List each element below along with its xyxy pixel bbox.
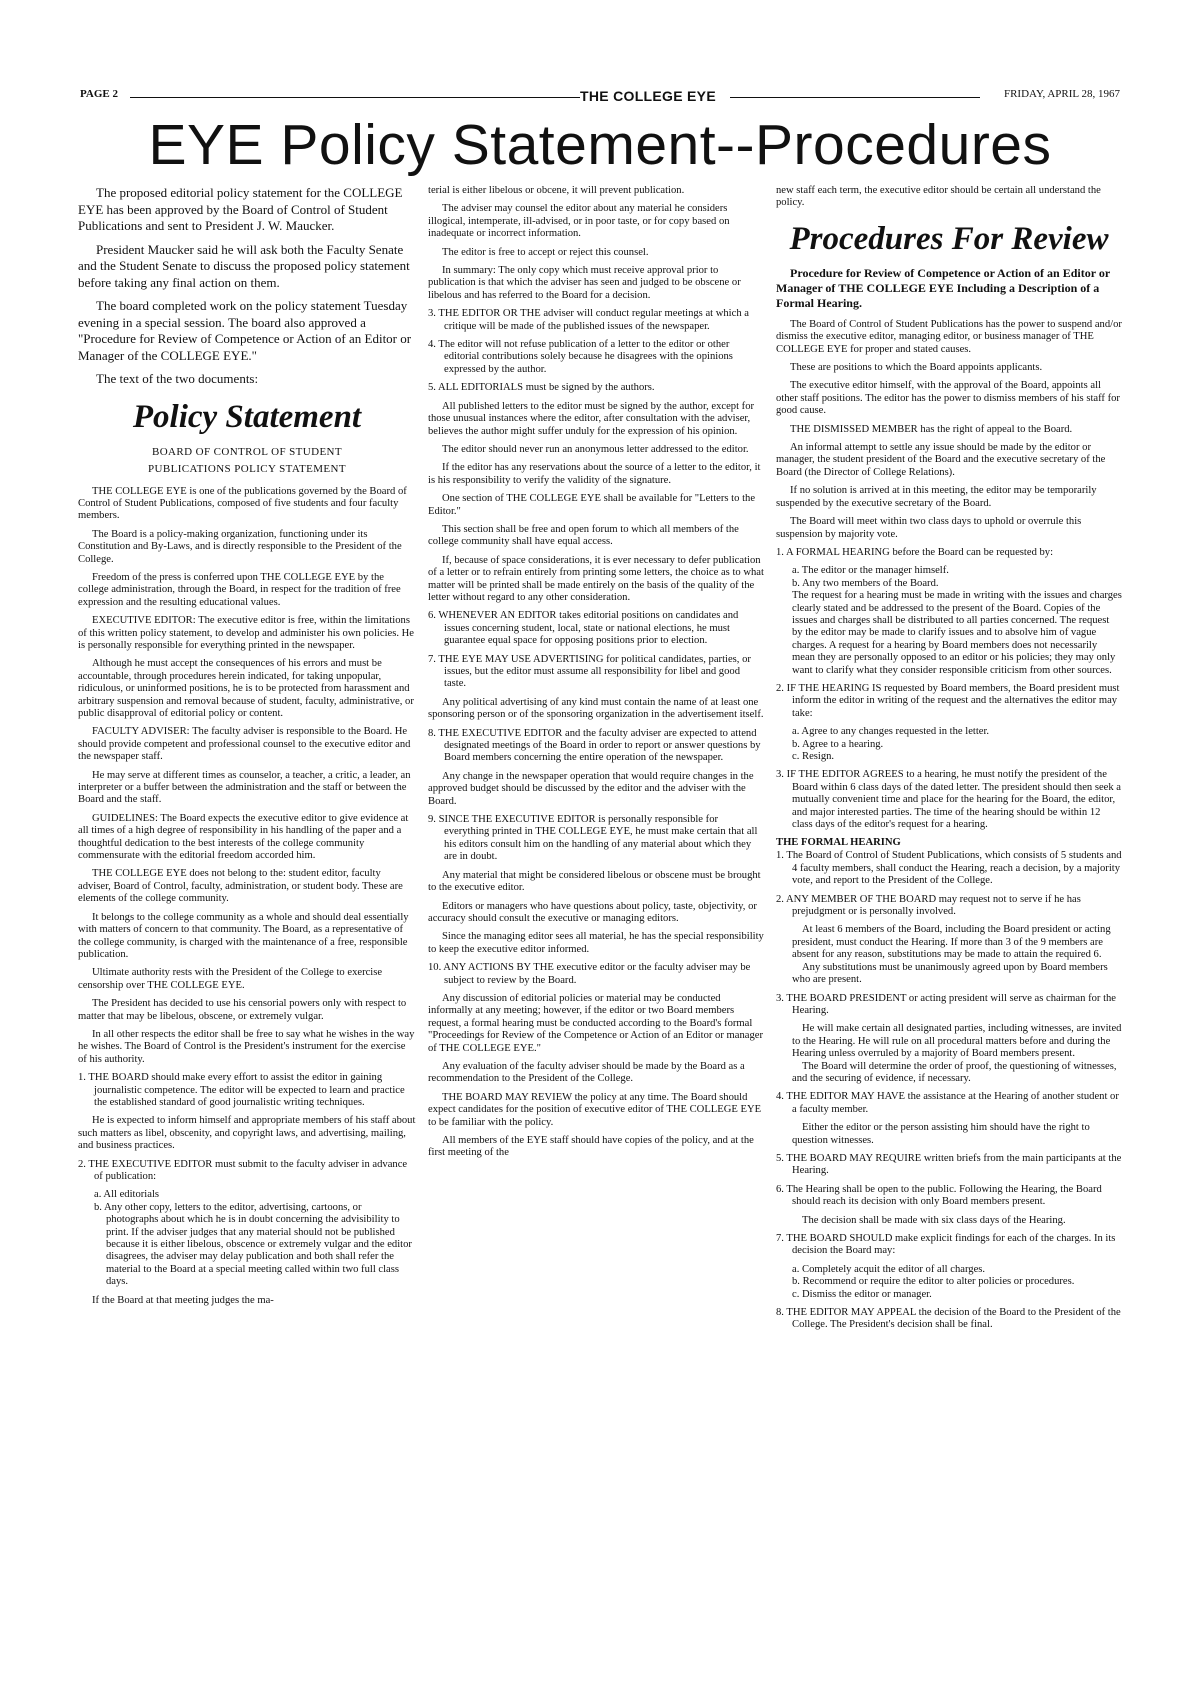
- procedure-subitem: b. Any two members of the Board.: [792, 577, 939, 589]
- body-paragraph: All members of the EYE staff should have copies of the policy, and at the first meeting of the: [428, 1135, 754, 1159]
- procedure-subitem: c. Resign.: [792, 751, 835, 762]
- policy-paragraph: If the Board at that meeting judges the ma-: [92, 1294, 274, 1306]
- body-paragraph: If the editor has any reservations about the source of a letter to the editor, it is his responsibility to verify the validity of the signature.: [428, 462, 761, 486]
- body-paragraph: The Board will meet within two class days to uphold or overrule this suspension by majority vote.: [776, 516, 1082, 540]
- policy-paragraph: The President has decided to use his censorial powers only with respect to matter that may be libelous, obscene, or extremely vulgar.: [78, 998, 407, 1022]
- hearing-item: 2. ANY MEMBER OF THE BOARD may request not to serve if he has prejudgment or is personally involved.: [776, 893, 1081, 918]
- hearing-sublist: [776, 1215, 1122, 1227]
- policy-statement-heading: Policy Statement: [132, 398, 362, 435]
- policy-paragraph: THE COLLEGE EYE is one of the publications governed by the Board of Control of Student Publications, composed of five students and four faculty members.: [78, 485, 407, 522]
- policy-items: [428, 814, 764, 864]
- intro-paragraph: The proposed editorial policy statement for the COLLEGE EYE has been approved by the Board of Control of Student Publications and sent to President J. W. Maucker.: [78, 185, 403, 233]
- body-paragraph: Any evaluation of the faculty adviser should be made by the Board as a recommendation to the President of the College.: [428, 1060, 745, 1085]
- body-paragraph: terial is either libelous or obcene, it will prevent publication.: [428, 185, 685, 196]
- procedure-subitem: a. Agree to any changes requested in the letter.: [792, 726, 990, 738]
- body-paragraph: Any discussion of editorial policies or material may be conducted informally at any meeting; however, if the editor or two Board members request, a formal hearing must be conducted according to the Board's formal "Proceedings for Review of the Competence or Action of an Editor or manager of THE COLLEGE EYE.": [428, 992, 763, 1054]
- procedure-item: 2. IF THE HEARING IS requested by Board members, the Board president must inform the editor in writing of the request and the alternatives the editor may take:: [776, 682, 1120, 719]
- body-paragraph: THE BOARD MAY REVIEW the policy at any time. The Board should expect candidates for the position of executive editor of THE COLLEGE EYE to be familiar with the policy.: [428, 1091, 762, 1128]
- body-paragraph: If, because of space considerations, it is ever necessary to defer publication of a letter or to refrain entirely from printing some letters, the choice as to what matter will be printed shall be made entirely on the basis of the quality of the letter without regard to any other consideration.: [428, 554, 764, 603]
- policy-sublist: [78, 1189, 416, 1288]
- procedure-items: [776, 547, 1122, 559]
- policy-items: [428, 728, 764, 765]
- policy-item: 10. ANY ACTIONS BY THE executive editor or the faculty adviser may be subject to review by the Board.: [428, 962, 751, 986]
- hearing-sublist: [776, 1023, 1122, 1085]
- policy-item: 3. THE EDITOR OR THE adviser will conduct regular meetings at which a critique will be made of the published issues of the newspaper.: [428, 308, 749, 332]
- hearing-subitem: c. Dismiss the editor or manager.: [792, 1288, 932, 1300]
- policy-item: 2. THE EXECUTIVE EDITOR must submit to the faculty adviser in advance of publication:: [78, 1158, 408, 1182]
- body-paragraph: The editor should never run an anonymous letter addressed to the editor.: [442, 443, 749, 455]
- formal-hearing-heading: THE FORMAL HEARING: [776, 837, 901, 849]
- policy-items: [428, 962, 764, 987]
- hearing-subitem: The Board will determine the order of proof, the questioning of witnesses, and the securing of evidence, if necessary.: [792, 1060, 1117, 1084]
- policy-paragraph: FACULTY ADVISER: The faculty adviser is responsible to the Board. He should provide competent and professional counsel to the executive editor and the newspaper staff.: [78, 726, 411, 763]
- body-paragraph: Any change in the newspaper operation that would require changes in the approved budget should be discussed by the editor and the adviser with the Board.: [428, 770, 754, 807]
- hearing-sublist: [776, 1264, 1122, 1301]
- body-paragraph: Editors or managers who have questions about policy, taste, objectivity, or accuracy should consult the executive or managing editors.: [428, 900, 757, 924]
- hearing-items: [776, 1233, 1122, 1258]
- policy-item: 5. ALL EDITORIALS must be signed by the authors.: [428, 382, 655, 394]
- hearing-item: 7. THE BOARD SHOULD make explicit findings for each of the charges. In its decision the Board may:: [776, 1233, 1116, 1257]
- hearing-item: 8. THE EDITOR MAY APPEAL the decision of the Board to the President of the College. The President's decision shall be final.: [776, 1307, 1121, 1331]
- column-2-body: [428, 185, 764, 302]
- policy-paragraph: He may serve at different times as counselor, a teacher, a critic, a leader, an interpreter or a buffer between the administration and the staff or between the Board and the staff.: [78, 769, 411, 806]
- header-rule-left: [130, 97, 580, 98]
- policy-subhead: PUBLICATIONS POLICY STATEMENT: [148, 462, 346, 475]
- policy-items: [78, 1072, 416, 1109]
- policy-paragraph: He is expected to inform himself and appropriate members of his staff about such matters as libel, obscenity, and copyright laws, and advertising, mailing, and business practices.: [78, 1115, 416, 1152]
- hearing-subitem: b. Recommend or require the editor to alter policies or procedures.: [792, 1276, 1075, 1288]
- body-paragraph: This section shall be free and open forum to which all members of the college community shall have equal access.: [428, 523, 739, 548]
- hearing-subitem: Any substitutions must be unanimously agreed upon by Board members who are present.: [792, 961, 1108, 986]
- procedure-subitem: a. The editor or the manager himself.: [792, 565, 949, 577]
- procedure-sublist: [776, 726, 1122, 763]
- policy-body: [78, 486, 416, 1067]
- procedure-subitem: b. Agree to a hearing.: [792, 738, 884, 750]
- column-1: [78, 185, 416, 1635]
- procedure-item: 1. A FORMAL HEARING before the Board can be requested by:: [776, 546, 1054, 558]
- procedure-sublist: [776, 565, 1122, 677]
- policy-paragraph: Ultimate authority rests with the President of the College to exercise censorship over THE COLLEGE EYE.: [78, 967, 383, 991]
- issue-date: FRIDAY, APRIL 28, 1967: [1003, 88, 1120, 100]
- body-paragraph: One section of THE COLLEGE EYE shall be available for "Letters to the Editor.": [428, 493, 756, 517]
- procedure-items: [776, 769, 1122, 831]
- hearing-items: [776, 1307, 1122, 1332]
- hearing-item: 6. The Hearing shall be open to the public. Following the Hearing, the Board should reach its decision with only Board members present.: [776, 1183, 1102, 1208]
- hearing-sublist: [776, 1122, 1122, 1147]
- intro-paragraph: President Maucker said he will ask both the Faculty Senate and the Student Senate to discuss the proposed policy statement before taking any final action on them.: [78, 241, 410, 290]
- procedure-item: 3. IF THE EDITOR AGREES to a hearing, he must notify the president of the Board within 6 class days of the dated letter. The president should then seek a mutually convenient time and place for the hearing for the Board, the editor, and major interested parties. The time of the hearing should be within 12 class days of the editor's request for a hearing.: [776, 769, 1122, 831]
- procedures-intro: Procedure for Review of Competence or Action of an Editor or Manager of THE COLLEGE EYE Including a Description of a Formal Hearing.: [776, 265, 1110, 310]
- policy-items: [428, 610, 764, 690]
- policy-paragraph: EXECUTIVE EDITOR: The executive editor is free, within the limitations of this written policy statement, to develop and administer his own policies. He is personally responsible for everything printed in the newspaper.: [78, 615, 414, 651]
- intro-text: [78, 185, 416, 388]
- policy-paragraph: In all other respects the editor shall be free to say what he wishes in the way he wishes. The Board of Control is the President's instrument for the exercise of his authority.: [78, 1028, 415, 1065]
- body-paragraph: Any material that might be considered libelous or obscene must be brought to the executive editor.: [428, 869, 761, 894]
- hearing-item: 3. THE BOARD PRESIDENT or acting president will serve as chairman for the Hearing.: [776, 992, 1117, 1016]
- policy-item: 7. THE EYE MAY USE ADVERTISING for political candidates, parties, or issues, but the editor must assume all responsibility for libel and good taste.: [428, 653, 751, 690]
- header-rule-right: [730, 97, 980, 98]
- body-paragraph: Any political advertising of any kind must contain the name of at least one sponsoring person or of the sponsoring organization in the advertisement itself.: [428, 696, 764, 721]
- body-paragraph: THE DISMISSED MEMBER has the right of appeal to the Board.: [790, 423, 1073, 435]
- policy-subitem: b. Any other copy, letters to the editor, advertising, cartoons, or photographs about which he is in doubt concerning the advisibility to print. If the adviser judges that any material should not be published because it is either libelous, obscence or extremely vulgar and the editor disagrees, the adviser may delay publication and both shall refer the material to the Board at a special meeting called within two full class days.: [94, 1201, 412, 1288]
- policy-item: 4. The editor will not refuse publication of a letter to the editor or other editorial contributions solely because he disagrees with the opinions expressed by the author.: [428, 339, 733, 375]
- body-paragraph: new staff each term, the executive editor should be certain all understand the policy.: [776, 185, 1101, 209]
- hearing-subitem: At least 6 members of the Board, including the Board president or acting president, must conduct the Hearing. If more than 3 of the 9 members are absent for any reason, substitutions may be made to attain the required 6.: [792, 924, 1111, 961]
- body-paragraph: In summary: The only copy which must receive approval prior to publication is that which the adviser has seen and judged to be obscene or libelous and has referred to the Board for a decision.: [428, 265, 741, 301]
- hearing-subitem: a. Completely acquit the editor of all charges.: [792, 1263, 986, 1275]
- policy-subhead: BOARD OF CONTROL OF STUDENT: [151, 445, 343, 458]
- body-paragraph: The Board of Control of Student Publications has the power to suspend and/or dismiss the executive editor, managing editor, or business manager of THE COLLEGE EYE for proper and stated causes.: [776, 318, 1122, 355]
- procedure-subitem: The request for a hearing must be made in writing with the issues and charges clearly stated and be addressed to the present of the Board. Copies of the issues and charges shall be distributed to all parties concerned. The request by the editor may be made to clarify issues and to absolve him of vague charges. A request for a hearing by Board members does not necessarily mean they are personally opposed to an editor or his policies; they may only want to clarify what they consider responsible criticism from other sources.: [792, 590, 1122, 676]
- procedure-items: [776, 683, 1122, 720]
- intro-paragraph: The text of the two documents:: [96, 371, 259, 386]
- hearing-items: [776, 993, 1122, 1018]
- policy-items: [78, 1159, 416, 1184]
- body-paragraph: These are positions to which the Board appoints applicants.: [790, 362, 1043, 374]
- policy-item: 6. WHENEVER AN EDITOR takes editorial positions on candidates and issues concerning student, local, state or national elections, he must guarantee equal space for opposing positions prior to election.: [428, 610, 739, 647]
- policy-paragraph: THE COLLEGE EYE does not belong to the: student editor, faculty adviser, Board of Control, faculty, administration, or student body. These are elements of the college community.: [78, 868, 403, 905]
- hearing-item: 4. THE EDITOR MAY HAVE the assistance at the Hearing of another student or a faculty member.: [776, 1091, 1119, 1115]
- headline: EYE Policy Statement--Procedures: [148, 113, 1052, 177]
- hearing-item: 1. The Board of Control of Student Publications, which consists of 5 students and 4 faculty members, shall conduct the Hearing, reach a decision, by a majority vote, and report to the President of the College.: [776, 850, 1122, 887]
- hearing-items: [776, 850, 1122, 918]
- hearing-items: [776, 1091, 1122, 1116]
- policy-paragraph: It belongs to the college community as a whole and should deal essentially with matters of concern to that community. The Board, as a representative of the college community, is charged with the maintenance of a free, responsible publication.: [78, 911, 409, 960]
- hearing-items: [776, 1153, 1122, 1209]
- page-number: PAGE 2: [80, 88, 118, 100]
- newspaper-name: THE COLLEGE EYE: [580, 88, 716, 104]
- procedures-heading: Procedures For Review: [789, 220, 1109, 257]
- policy-paragraph: GUIDELINES: The Board expects the executive editor to give evidence at all times of a high degree of responsibility in his handling of the paper and a thoughtful dedication to the best interests of the college community commensurate with the editorial freedom accorded him.: [78, 812, 409, 862]
- hearing-subitem: He will make certain all designated parties, including witnesses, are invited to the Hearing. He will rule on all procedural matters before and during the Hearing unless overruled by a majority of Board members present.: [792, 1023, 1122, 1060]
- policy-item: 9. SINCE THE EXECUTIVE EDITOR is personally responsible for everything printed in THE COLLEGE EYE, he must make certain that all his editors consult him on the handling of any material about which they are in doubt.: [428, 814, 758, 863]
- intro-paragraph: The board completed work on the policy statement Tuesday evening in a special session. The board also approved a "Procedure for Review of Competence or Action of an Editor or Manager of the COLLEGE EYE.": [78, 298, 412, 363]
- hearing-subitem: The decision shall be made with six class days of the Hearing.: [802, 1214, 1066, 1226]
- body-paragraph: The executive editor himself, with the approval of the Board, appoints all other staff positions. The editor has the power to dismiss members of his staff for good cause.: [776, 380, 1120, 417]
- page-header: [80, 88, 1120, 106]
- policy-item: 8. THE EXECUTIVE EDITOR and the faculty adviser are expected to attend designated meetings of the Board in order to report or answer questions by Board members concerning the entire operation of the newspaper.: [428, 727, 761, 764]
- column-3: [776, 185, 1122, 1635]
- body-paragraph: All published letters to the editor must be signed by the author, except for those unusual instances where the editor, after consultation with the adviser, believes the author might suffer unduly for the expression of his opinion.: [428, 400, 755, 437]
- policy-items: [428, 308, 764, 394]
- hearing-subitem: Either the editor or the person assisting him should have the right to question witnesses.: [792, 1122, 1090, 1146]
- hearing-sublist: [776, 924, 1122, 986]
- policy-paragraph: The Board is a policy-making organization, functioning under its Constitution and By-Laws, and is directly responsible to the President of the College.: [78, 528, 402, 565]
- policy-paragraph: Freedom of the press is conferred upon THE COLLEGE EYE by the college administration, through the Board, in respect for the tradition of free expression and the resulting educational values.: [78, 571, 401, 608]
- hearing-item: 5. THE BOARD MAY REQUIRE written briefs from the main participants at the Hearing.: [776, 1152, 1122, 1177]
- policy-item: 1. THE BOARD should make every effort to assist the editor in gaining journalistic competence. The editor will be expected to learn and practice the established standard of good journalistic writing techniques.: [78, 1072, 405, 1108]
- policy-paragraph: Although he must accept the consequences of his errors and must be accountable, through procedures herein indicated, for taking unpopular, ridiculous, or uninformed positions, he is to be protected from harassment and arbitrary suspension and removal because of student, faculty, administrative, or public disapproval of editorial policy or content.: [78, 658, 414, 719]
- body-paragraph: The adviser may counsel the editor about any material he considers illogical, intemperate, ill-advised, or in poor taste, or for copy based on inadequate or incorrect information.: [428, 203, 730, 240]
- body-paragraph: An informal attempt to settle any issue should be made by the editor or manager, the student president of the Board and the executive secretary of the Board (the Director of College Relations).: [776, 442, 1106, 478]
- body-paragraph: Since the managing editor sees all material, he has the special responsibility to keep the executive editor informed.: [428, 931, 764, 955]
- column-2: [428, 185, 764, 1635]
- body-paragraph: If no solution is arrived at in this meeting, the editor may be temporarily suspended by the executive secretary of the Board.: [776, 485, 1097, 509]
- body-paragraph: The editor is free to accept or reject this counsel.: [442, 246, 649, 258]
- policy-subitem: a. All editorials: [94, 1189, 160, 1201]
